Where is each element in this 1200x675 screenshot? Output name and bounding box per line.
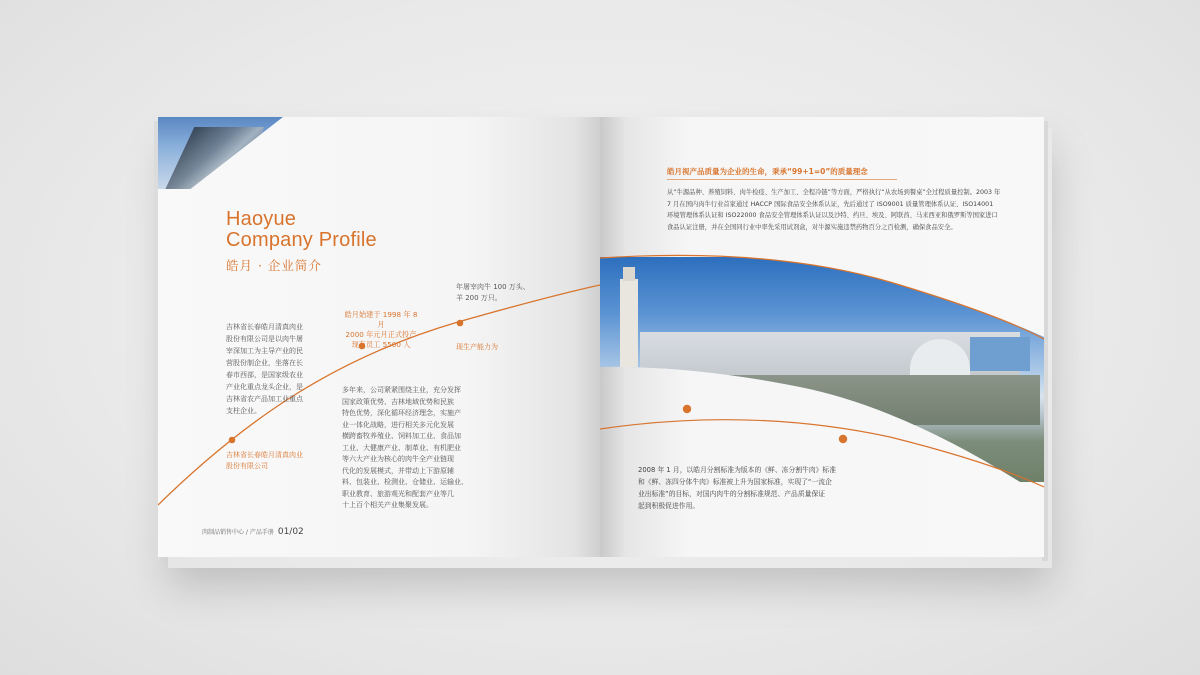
body-paragraph: 多年来，公司紧紧围绕主业，充分发挥 国家政策优势、吉林地域优势和民族 特色优势，深化循环经济理念，实施产 业一体化战略，进行相关多元化发展 横跨畜牧养殖业、饲料加工业、食品加 工业、大健康产业、制革业、有机肥业 等六大产业为核心的肉牛全产业链现 代化的发展模式，并带动上下游原辅 料、包装业、检测业、仓储业、运输业、 职业教育、旅游观光和配套产业等几 十上百个相关产业集聚发展。 xyxy=(342,386,468,509)
left-page xyxy=(158,117,600,557)
timeline-dot-1 xyxy=(229,437,236,444)
page-number: 01/02 xyxy=(277,527,304,537)
capacity-info: 年屠宰肉牛 100 万头、 羊 200 万只。 xyxy=(456,283,530,302)
page-footer: 肉制品销售中心 / 产品手册 01/02 xyxy=(202,527,304,537)
arc-dot-1 xyxy=(683,405,691,413)
company-label: 吉林省长春皓月清真肉业 股份有限公司 xyxy=(226,451,303,470)
capacity-label: 现生产能力为 xyxy=(456,343,498,351)
right-page xyxy=(600,117,1044,557)
title-cn: 皓月 · 企业简介 xyxy=(226,258,322,273)
title-en: Haoyue Company Profile xyxy=(226,208,377,251)
intro-paragraph: 吉林省长春皓月清真肉业 股份有限公司是以肉牛屠 宰深加工为主导产业的民 营股份制企业，坐落在长 春市西部，是国家级农业 产业化重点龙头企业，是 吉林省农产品加工业重点 支柱企业。 xyxy=(226,323,303,415)
arc-dot-2 xyxy=(839,435,847,443)
founding-info: 皓月始建于 1998 年 8 月 2000 年元月正式投产 现有员工 5500 人 xyxy=(344,310,418,349)
standard-paragraph: 2008 年 1 月，以皓月分割标准为版本的《鲜、冻分割牛肉》标准 和《鲜、冻四分体牛肉》标准被上升为国家标准，实现了“一流企 业出标准”的目标，对国内肉牛的分割标准规范、产品质量保证 起到积极促进作用。 xyxy=(638,466,837,510)
quality-heading: 皓月视产品质量为企业的生命，秉承“99+1=0”的质量理念 xyxy=(667,165,897,180)
timeline-dot-3 xyxy=(457,320,464,327)
quality-paragraph: 从“牛源品种、养殖饲料、肉牛检疫、生产加工、全程冷链”等方面，严格执行“从农场到餐桌”全过程质量控制。2003 年 7 月在国内肉牛行业首家通过 HACCP 国际食品安全体系认证，先后通过了 ISO9001 质量管理体系认证、ISO14001 环境管理体系认证和 ISO22000 食品安全管理体系认证以及沙特、约旦、埃及、阿联酋、马来西亚和俄罗斯等国家进口 食品认证注册，并在全国同行业中率先采用试剂盒，对牛源实施违禁药物百分之百检测，确保食品安全。 xyxy=(667,189,1001,231)
